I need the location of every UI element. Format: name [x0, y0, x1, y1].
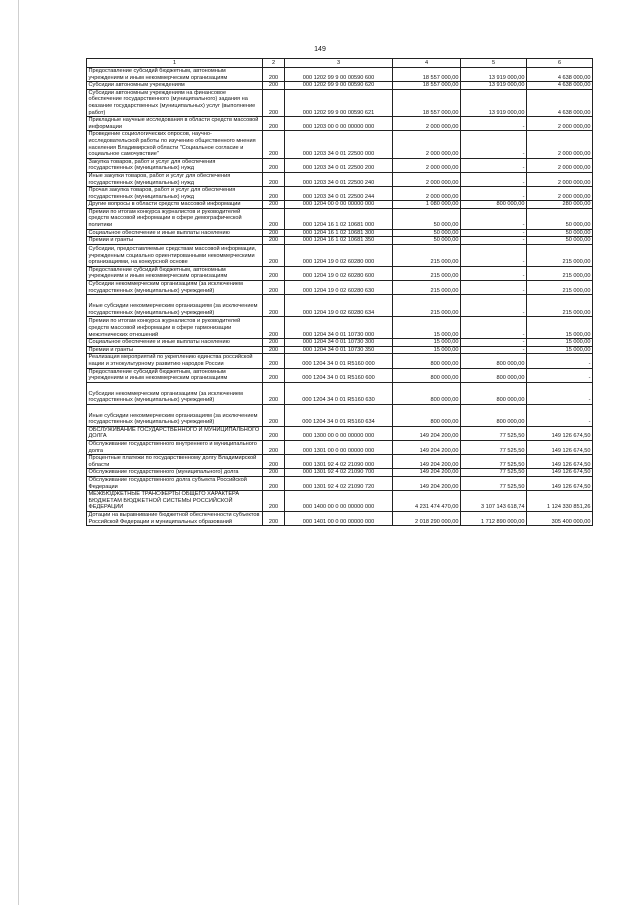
row-budget-code: 000 1203 34 0 01 22500 000 [285, 131, 393, 158]
table-row [87, 158, 593, 172]
row-executed-amount: - [461, 295, 527, 317]
col-header-1: 1 [87, 59, 263, 68]
table-row [87, 354, 593, 368]
row-executed-amount: - [461, 117, 527, 131]
row-executed-amount: 1 712 890 000,00 [461, 511, 527, 525]
row-executed-amount: - [461, 339, 527, 347]
table-row [87, 491, 593, 512]
row-line-code: 200 [263, 469, 285, 477]
row-budget-code: 000 1203 34 0 01 22500 244 [285, 187, 393, 201]
row-approved-amount: 2 000 000,00 [393, 187, 461, 201]
row-name: Обслуживание государственного (муниципального) долга [87, 469, 263, 477]
row-executed-amount: - [461, 281, 527, 295]
row-name: Прикладные научные исследования в области средств массовой информации [87, 117, 263, 131]
row-approved-amount: 1 080 000,00 [393, 201, 461, 209]
table-row [87, 295, 593, 317]
row-line-code: 200 [263, 82, 285, 90]
row-line-code: 200 [263, 131, 285, 158]
row-approved-amount: 18 557 000,00 [393, 82, 461, 90]
row-executed-amount: 800 000,00 [461, 368, 527, 382]
row-executed-amount: - [461, 208, 527, 229]
table-body [87, 68, 593, 526]
row-line-code: 200 [263, 354, 285, 368]
row-name: Процентные платежи по государственному долгу Владимирской области [87, 455, 263, 469]
scan-edge [18, 0, 19, 905]
row-line-code: 200 [263, 476, 285, 490]
row-executed-amount: - [461, 244, 527, 266]
table-row [87, 68, 593, 82]
row-line-code: 200 [263, 346, 285, 354]
row-executed-amount: - [461, 131, 527, 158]
row-budget-code: 000 1204 34 0 01 10730 300 [285, 339, 393, 347]
row-executed-amount: - [461, 229, 527, 237]
row-budget-code: 000 1204 16 1 02 10681 000 [285, 208, 393, 229]
row-executed-amount: 77 525,50 [461, 476, 527, 490]
budget-table [86, 58, 593, 526]
col-header-3: 3 [285, 59, 393, 68]
row-executed-amount: - [461, 237, 527, 245]
row-executed-amount: - [461, 317, 527, 339]
row-name: Предоставление субсидий бюджетным, автономным учреждениям и иным некоммерческим организациям [87, 368, 263, 382]
row-unexecuted-amount: 4 638 000,00 [527, 89, 593, 116]
page-number: 149 [314, 46, 326, 53]
row-name: Реализация мероприятий по укреплению единства российской нации и этнокультурному развитию народов России [87, 354, 263, 368]
table-row [87, 229, 593, 237]
row-budget-code: 000 1204 16 1 02 10681 350 [285, 237, 393, 245]
row-approved-amount: 215 000,00 [393, 244, 461, 266]
table-row [87, 469, 593, 477]
row-name: Премии по итогам конкурса журналистов и руководителей средств массовой информации в сфере демографической политики [87, 208, 263, 229]
row-line-code: 200 [263, 229, 285, 237]
row-unexecuted-amount: 2 000 000,00 [527, 187, 593, 201]
row-approved-amount: 215 000,00 [393, 281, 461, 295]
table-row [87, 187, 593, 201]
col-header-5: 5 [461, 59, 527, 68]
row-budget-code: 000 1203 34 0 01 22500 240 [285, 172, 393, 186]
row-approved-amount: 149 204 200,00 [393, 426, 461, 440]
row-unexecuted-amount: 305 400 000,00 [527, 511, 593, 525]
row-approved-amount: 149 204 200,00 [393, 469, 461, 477]
row-approved-amount: 149 204 200,00 [393, 455, 461, 469]
row-budget-code: 000 1203 34 0 01 22500 200 [285, 158, 393, 172]
row-executed-amount: - [461, 346, 527, 354]
row-name: Предоставление субсидий бюджетным, автономным учреждениям и иным некоммерческим организациям [87, 266, 263, 280]
table-row [87, 266, 593, 280]
row-name: Социальное обеспечение и иные выплаты населению [87, 229, 263, 237]
row-name: Обслуживание государственного долга субъекта Российской Федерации [87, 476, 263, 490]
row-unexecuted-amount: 215 000,00 [527, 281, 593, 295]
row-unexecuted-amount: 215 000,00 [527, 244, 593, 266]
row-line-code: 200 [263, 158, 285, 172]
row-budget-code: 000 1204 34 0 01 R5160 634 [285, 404, 393, 426]
table-row [87, 511, 593, 525]
table-row [87, 201, 593, 209]
row-unexecuted-amount: 2 000 000,00 [527, 172, 593, 186]
row-unexecuted-amount: - [527, 404, 593, 426]
row-line-code: 200 [263, 201, 285, 209]
row-approved-amount: 15 000,00 [393, 339, 461, 347]
col-header-6: 6 [527, 59, 593, 68]
row-line-code: 200 [263, 117, 285, 131]
row-unexecuted-amount: 15 000,00 [527, 317, 593, 339]
row-budget-code: 000 1204 19 0 02 60280 634 [285, 295, 393, 317]
row-budget-code: 000 1204 34 0 01 R5160 000 [285, 354, 393, 368]
row-name: Иные закупки товаров, работ и услуг для обеспечения государственных (муниципальных) нужд [87, 172, 263, 186]
row-budget-code: 000 1202 99 9 00 00590 600 [285, 68, 393, 82]
row-line-code: 200 [263, 339, 285, 347]
row-executed-amount: 3 107 143 618,74 [461, 491, 527, 512]
row-approved-amount: 149 204 200,00 [393, 440, 461, 454]
row-name: Субсидии автономным учреждениям на финансовое обеспечение государственного (муниципального) задания на оказание государственных (муниципальных) услуг (выполнение работ) [87, 89, 263, 116]
row-executed-amount: 13 919 000,00 [461, 68, 527, 82]
row-budget-code: 000 1204 19 0 02 60280 000 [285, 244, 393, 266]
row-name: Социальное обеспечение и иные выплаты населению [87, 339, 263, 347]
table-row [87, 404, 593, 426]
row-budget-code: 000 1301 92 4 02 21090 700 [285, 469, 393, 477]
table-row [87, 281, 593, 295]
row-approved-amount: 215 000,00 [393, 295, 461, 317]
row-approved-amount: 215 000,00 [393, 266, 461, 280]
row-budget-code: 000 1401 00 0 00 00000 000 [285, 511, 393, 525]
row-budget-code: 000 1204 19 0 02 60280 630 [285, 281, 393, 295]
row-budget-code: 000 1204 19 0 02 60280 600 [285, 266, 393, 280]
table-row [87, 382, 593, 404]
row-unexecuted-amount: 2 000 000,00 [527, 117, 593, 131]
row-unexecuted-amount: 149 126 674,50 [527, 440, 593, 454]
row-line-code: 200 [263, 491, 285, 512]
row-unexecuted-amount: 15 000,00 [527, 346, 593, 354]
row-unexecuted-amount: 2 000 000,00 [527, 158, 593, 172]
row-unexecuted-amount: 50 000,00 [527, 229, 593, 237]
table-row [87, 237, 593, 245]
row-unexecuted-amount: - [527, 382, 593, 404]
row-approved-amount: 50 000,00 [393, 208, 461, 229]
row-line-code: 200 [263, 187, 285, 201]
row-line-code: 200 [263, 368, 285, 382]
row-name: ОБСЛУЖИВАНИЕ ГОСУДАРСТВЕННОГО И МУНИЦИПАЛЬНОГО ДОЛГА [87, 426, 263, 440]
row-budget-code: 000 1203 00 0 00 00000 000 [285, 117, 393, 131]
row-executed-amount: 77 525,50 [461, 455, 527, 469]
row-budget-code: 000 1204 34 0 01 10730 350 [285, 346, 393, 354]
row-unexecuted-amount: 15 000,00 [527, 339, 593, 347]
row-line-code: 200 [263, 295, 285, 317]
row-budget-code: 000 1400 00 0 00 00000 000 [285, 491, 393, 512]
row-line-code: 200 [263, 440, 285, 454]
row-executed-amount: - [461, 158, 527, 172]
row-unexecuted-amount: - [527, 368, 593, 382]
row-line-code: 200 [263, 404, 285, 426]
row-unexecuted-amount: 149 126 674,50 [527, 426, 593, 440]
row-name: Предоставление субсидий бюджетным, автономным учреждениям и иным некоммерческим организациям [87, 68, 263, 82]
row-unexecuted-amount: 1 124 330 851,26 [527, 491, 593, 512]
row-executed-amount: 800 000,00 [461, 354, 527, 368]
table-row [87, 89, 593, 116]
table-row [87, 172, 593, 186]
row-unexecuted-amount: 215 000,00 [527, 266, 593, 280]
row-name: Прочая закупка товаров, работ и услуг для обеспечения государственных (муниципальных) нужд [87, 187, 263, 201]
row-budget-code: 000 1301 00 0 00 00000 000 [285, 440, 393, 454]
row-approved-amount: 50 000,00 [393, 237, 461, 245]
row-budget-code: 000 1202 99 9 00 00590 621 [285, 89, 393, 116]
row-approved-amount: 2 000 000,00 [393, 172, 461, 186]
row-approved-amount: 2 000 000,00 [393, 158, 461, 172]
row-budget-code: 000 1204 34 0 01 R5160 630 [285, 382, 393, 404]
row-name: Субсидии автономным учреждениям [87, 82, 263, 90]
row-unexecuted-amount: 280 000,00 [527, 201, 593, 209]
row-name: Иные субсидии некоммерческим организациям (за исключением государственных (муниципальных) учреждений) [87, 404, 263, 426]
row-name: Премии и гранты [87, 346, 263, 354]
row-executed-amount: - [461, 187, 527, 201]
row-line-code: 200 [263, 281, 285, 295]
row-approved-amount: 18 557 000,00 [393, 68, 461, 82]
table-row [87, 346, 593, 354]
row-budget-code: 000 1204 00 0 00 00000 000 [285, 201, 393, 209]
row-budget-code: 000 1204 34 0 01 R5160 600 [285, 368, 393, 382]
row-executed-amount: - [461, 266, 527, 280]
row-line-code: 200 [263, 68, 285, 82]
row-name: Дотации на выравнивание бюджетной обеспеченности субъектов Российской Федерации и муниципальных образований [87, 511, 263, 525]
table-row [87, 244, 593, 266]
row-approved-amount: 2 000 000,00 [393, 117, 461, 131]
row-unexecuted-amount: 4 638 000,00 [527, 82, 593, 90]
row-approved-amount: 149 204 200,00 [393, 476, 461, 490]
row-name: Проведение социологических опросов, научно-исследовательской работы по изучению общественного мнения населения Владимирской области "Социальное согласие и социальное самочувствие" [87, 131, 263, 158]
row-approved-amount: 18 557 000,00 [393, 89, 461, 116]
row-executed-amount: 800 000,00 [461, 382, 527, 404]
row-approved-amount: 4 231 474 470,00 [393, 491, 461, 512]
row-unexecuted-amount: 50 000,00 [527, 208, 593, 229]
row-executed-amount: 800 000,00 [461, 404, 527, 426]
row-name: Другие вопросы в области средств массовой информации [87, 201, 263, 209]
row-name: Иные субсидии некоммерческим организациям (за исключением государственных (муниципальных) учреждений) [87, 295, 263, 317]
table-row [87, 117, 593, 131]
row-name: Субсидии, предоставляемые средствам массовой информации, учрежденным социально ориентированными некоммерческими организациями, на конкурсной основе [87, 244, 263, 266]
row-approved-amount: 800 000,00 [393, 404, 461, 426]
row-executed-amount: 77 525,50 [461, 440, 527, 454]
table-row [87, 82, 593, 90]
row-budget-code: 000 1300 00 0 00 00000 000 [285, 426, 393, 440]
row-unexecuted-amount: 149 126 674,50 [527, 476, 593, 490]
row-line-code: 200 [263, 317, 285, 339]
row-name: Субсидии некоммерческим организациям (за исключением государственных (муниципальных) учреждений) [87, 382, 263, 404]
col-header-2: 2 [263, 59, 285, 68]
row-executed-amount: 13 919 000,00 [461, 89, 527, 116]
row-executed-amount: 77 525,50 [461, 469, 527, 477]
row-approved-amount: 15 000,00 [393, 317, 461, 339]
row-approved-amount: 800 000,00 [393, 368, 461, 382]
row-executed-amount: 13 919 000,00 [461, 82, 527, 90]
row-budget-code: 000 1202 99 9 00 00590 620 [285, 82, 393, 90]
row-unexecuted-amount: 215 000,00 [527, 295, 593, 317]
table-row [87, 440, 593, 454]
table-row [87, 131, 593, 158]
row-approved-amount: 50 000,00 [393, 229, 461, 237]
row-approved-amount: 800 000,00 [393, 382, 461, 404]
row-approved-amount: 2 018 290 000,00 [393, 511, 461, 525]
row-line-code: 200 [263, 244, 285, 266]
row-budget-code: 000 1301 92 4 02 21090 000 [285, 455, 393, 469]
row-line-code: 200 [263, 89, 285, 116]
table-row [87, 339, 593, 347]
row-approved-amount: 800 000,00 [393, 354, 461, 368]
row-line-code: 200 [263, 172, 285, 186]
row-unexecuted-amount: 4 638 000,00 [527, 68, 593, 82]
table-row [87, 426, 593, 440]
table-row [87, 368, 593, 382]
row-line-code: 200 [263, 511, 285, 525]
row-name: Субсидии некоммерческим организациям (за исключением государственных (муниципальных) учреждений) [87, 281, 263, 295]
row-name: Закупка товаров, работ и услуг для обеспечения государственных (муниципальных) нужд [87, 158, 263, 172]
row-line-code: 200 [263, 266, 285, 280]
table-row [87, 208, 593, 229]
row-budget-code: 000 1301 92 4 02 21090 720 [285, 476, 393, 490]
table-row [87, 455, 593, 469]
row-unexecuted-amount: 50 000,00 [527, 237, 593, 245]
row-unexecuted-amount: 2 000 000,00 [527, 131, 593, 158]
row-budget-code: 000 1204 34 0 01 10730 000 [285, 317, 393, 339]
row-executed-amount: - [461, 172, 527, 186]
row-line-code: 200 [263, 455, 285, 469]
row-name: Премии по итогам конкурса журналистов и руководителей средств массовой информации в сфере гармонизации межэтнических отношений [87, 317, 263, 339]
row-budget-code: 000 1204 16 1 02 10681 300 [285, 229, 393, 237]
table-row [87, 476, 593, 490]
col-header-4: 4 [393, 59, 461, 68]
header-row [87, 59, 593, 68]
row-line-code: 200 [263, 237, 285, 245]
row-name: МЕЖБЮДЖЕТНЫЕ ТРАНСФЕРТЫ ОБЩЕГО ХАРАКТЕРА БЮДЖЕТАМ БЮДЖЕТНОЙ СИСТЕМЫ РОССИЙСКОЙ ФЕДЕРАЦИИ [87, 491, 263, 512]
row-approved-amount: 2 000 000,00 [393, 131, 461, 158]
row-name: Обслуживание государственного внутреннего и муниципального долга [87, 440, 263, 454]
row-unexecuted-amount: - [527, 354, 593, 368]
row-unexecuted-amount: 149 126 674,50 [527, 455, 593, 469]
row-line-code: 200 [263, 208, 285, 229]
row-executed-amount: 800 000,00 [461, 201, 527, 209]
row-executed-amount: 77 525,50 [461, 426, 527, 440]
row-approved-amount: 15 000,00 [393, 346, 461, 354]
row-unexecuted-amount: 149 126 674,50 [527, 469, 593, 477]
row-line-code: 200 [263, 382, 285, 404]
table-row [87, 317, 593, 339]
row-line-code: 200 [263, 426, 285, 440]
row-name: Премии и гранты [87, 237, 263, 245]
